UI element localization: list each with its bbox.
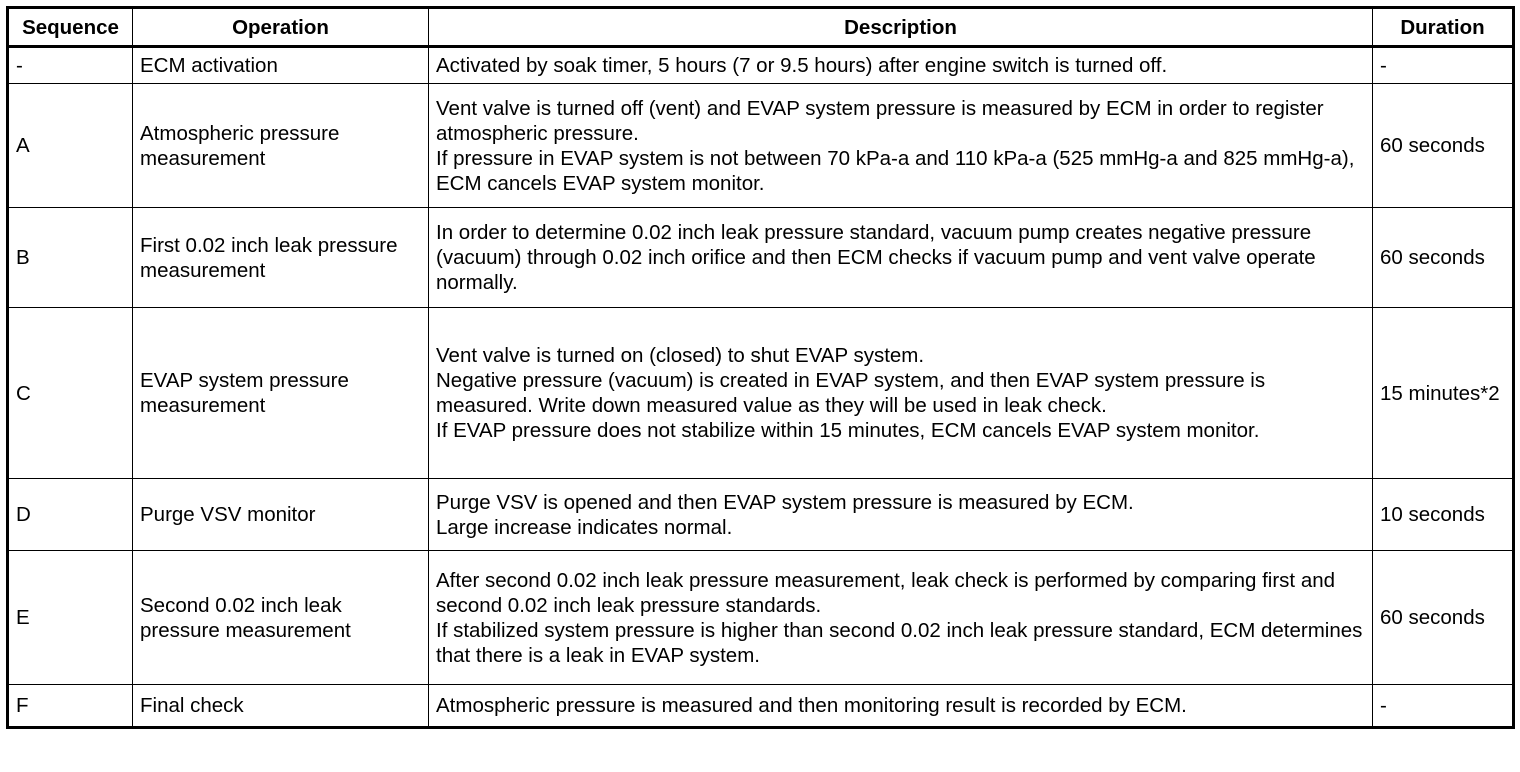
cell-sequence: -	[8, 47, 133, 84]
cell-operation: Second 0.02 inch leak pressure measurement	[133, 551, 429, 685]
cell-operation: Final check	[133, 685, 429, 728]
cell-sequence: B	[8, 208, 133, 308]
cell-operation: First 0.02 inch leak pressure measurement	[133, 208, 429, 308]
header-row	[8, 8, 1514, 47]
cell-operation: Purge VSV monitor	[133, 479, 429, 551]
table-header	[8, 8, 1514, 47]
table-row	[8, 479, 1514, 551]
header-operation: Operation	[133, 8, 429, 47]
description-paragraph: If pressure in EVAP system is not between 70 kPa-a and 110 kPa-a (525 mmHg-a and 825 mmHg-a), ECM cancels EVAP system monitor.	[436, 146, 1355, 195]
cell-sequence: C	[8, 308, 133, 479]
cell-duration: -	[1373, 685, 1514, 728]
cell-description	[429, 308, 1373, 479]
description-paragraph: Large increase indicates normal.	[436, 515, 733, 539]
evap-monitor-sequence-table-wrapper	[6, 6, 1512, 729]
cell-description	[429, 208, 1373, 308]
description-paragraph: Activated by soak timer, 5 hours (7 or 9.5 hours) after engine switch is turned off.	[436, 54, 1168, 77]
table-row	[8, 685, 1514, 728]
table-row	[8, 84, 1514, 208]
cell-description	[429, 551, 1373, 685]
description-paragraph: If stabilized system pressure is higher than second 0.02 inch leak pressure standard, ECM determines that there is a leak in EVAP system.	[436, 618, 1363, 667]
cell-description	[429, 47, 1373, 84]
description-paragraph: Atmospheric pressure is measured and then monitoring result is recorded by ECM.	[436, 694, 1187, 717]
description-paragraph: After second 0.02 inch leak pressure measurement, leak check is performed by comparing first and second 0.02 inch leak pressure standards.	[436, 568, 1336, 617]
table-row	[8, 551, 1514, 685]
header-duration: Duration	[1373, 8, 1514, 47]
description-paragraph: Negative pressure (vacuum) is created in EVAP system, and then EVAP system pressure is measured. Write down measured value as they will be used in leak check.	[436, 369, 1266, 417]
cell-sequence: D	[8, 479, 133, 551]
cell-sequence: A	[8, 84, 133, 208]
description-paragraph: If EVAP pressure does not stabilize within 15 minutes, ECM cancels EVAP system monitor.	[436, 419, 1260, 442]
description-paragraph: Purge VSV is opened and then EVAP system pressure is measured by ECM.	[436, 490, 1134, 514]
cell-duration: 10 seconds	[1373, 479, 1514, 551]
cell-sequence: F	[8, 685, 133, 728]
header-description: Description	[429, 8, 1373, 47]
evap-monitor-sequence-table	[6, 6, 1515, 729]
table-body	[8, 47, 1514, 728]
cell-sequence: E	[8, 551, 133, 685]
cell-description	[429, 84, 1373, 208]
cell-operation: Atmospheric pressure measurement	[133, 84, 429, 208]
cell-operation: EVAP system pressure measurement	[133, 308, 429, 479]
cell-duration: 60 seconds	[1373, 551, 1514, 685]
table-row	[8, 308, 1514, 479]
cell-duration: 60 seconds	[1373, 208, 1514, 308]
cell-duration: 15 minutes*2	[1373, 308, 1514, 479]
table-row	[8, 47, 1514, 84]
description-paragraph: Vent valve is turned on (closed) to shut EVAP system.	[436, 344, 925, 367]
description-paragraph: In order to determine 0.02 inch leak pressure standard, vacuum pump creates negative pressure (vacuum) through 0.02 inch orifice and then ECM checks if vacuum pump and vent valve operate normally.	[436, 221, 1316, 294]
table-row	[8, 208, 1514, 308]
description-paragraph: Vent valve is turned off (vent) and EVAP system pressure is measured by ECM in order to register atmospheric pressure.	[436, 96, 1324, 145]
cell-operation: ECM activation	[133, 47, 429, 84]
cell-duration: 60 seconds	[1373, 84, 1514, 208]
cell-description	[429, 479, 1373, 551]
cell-description	[429, 685, 1373, 728]
cell-duration: -	[1373, 47, 1514, 84]
header-sequence: Sequence	[8, 8, 133, 47]
